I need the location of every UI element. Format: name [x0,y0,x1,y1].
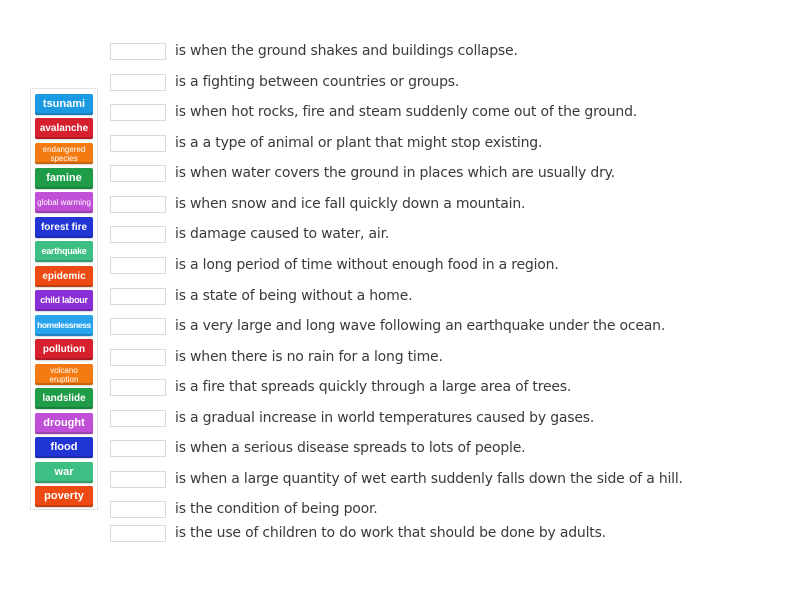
word-tile-pollution[interactable]: pollution [35,339,93,360]
sentence-text: is when hot rocks, fire and steam suddenly come out of the ground. [175,104,638,120]
answer-drop-slot[interactable] [110,379,166,396]
sentence-text: is the condition of being poor. [175,501,378,517]
sentence-row [110,163,615,183]
word-tile-avalanche[interactable]: avalanche [35,118,93,139]
answer-drop-slot[interactable] [110,135,166,152]
sentence-text: is a gradual increase in world temperatures caused by gases. [175,410,595,426]
sentence-row [110,133,542,153]
word-tile-volcano-eruption[interactable]: volcano eruption [35,364,93,385]
answer-drop-slot[interactable] [110,196,166,213]
word-tile-endangered-species[interactable]: endangered species [35,143,93,164]
word-tile-homelessness[interactable]: homelessness [35,315,93,336]
sentence-text: is a very large and long wave following an earthquake under the ocean. [175,318,666,334]
sentence-text: is when a serious disease spreads to lots of people. [175,440,526,456]
sentence-text: is when the ground shakes and buildings collapse. [175,43,518,59]
sentence-text: is when a large quantity of wet earth suddenly falls down the side of a hill. [175,471,683,487]
answer-drop-slot[interactable] [110,471,166,488]
word-tile-earthquake[interactable]: earthquake [35,241,93,262]
answer-drop-slot[interactable] [110,318,166,335]
sentence-row [110,438,525,458]
answer-drop-slot[interactable] [110,165,166,182]
answer-drop-slot[interactable] [110,257,166,274]
sentence-row [110,347,443,367]
sentence-text: is a fighting between countries or groups. [175,74,460,90]
sentence-text: is a long period of time without enough food in a region. [175,257,559,273]
answer-drop-slot[interactable] [110,349,166,366]
word-tile-forest-fire[interactable]: forest fire [35,217,93,238]
sentence-text: is damage caused to water, air. [175,226,390,242]
answer-drop-slot[interactable] [110,440,166,457]
word-tile-global-warming[interactable]: global warming [35,192,93,213]
sentence-row [110,194,525,214]
sentence-row [110,408,594,428]
sentence-text: is a state of being without a home. [175,288,413,304]
sentence-text: is a a type of animal or plant that might stop existing. [175,135,543,151]
word-tile-tsunami[interactable]: tsunami [35,94,93,115]
word-tile-war[interactable]: war [35,462,93,483]
answer-drop-slot[interactable] [110,410,166,427]
sentence-row [110,72,459,92]
answer-drop-slot[interactable] [110,226,166,243]
sentence-row [110,41,518,61]
sentence-text: is when snow and ice fall quickly down a mountain. [175,196,526,212]
word-tile-famine[interactable]: famine [35,168,93,189]
word-tile-drought[interactable]: drought [35,413,93,434]
sentence-row [110,377,571,397]
answer-drop-slot[interactable] [110,501,166,518]
sentence-row [110,224,389,244]
word-tile-poverty[interactable]: poverty [35,486,93,507]
sentence-text: is when water covers the ground in places which are usually dry. [175,165,615,181]
sentence-row [110,102,637,122]
sentence-row [110,255,559,275]
sentence-text: is when there is no rain for a long time. [175,349,443,365]
sentence-row [110,316,665,336]
sentence-row [110,499,378,519]
word-tile-flood[interactable]: flood [35,437,93,458]
word-tile-bank [30,88,98,510]
sentence-row [110,286,412,306]
word-tile-landslide[interactable]: landslide [35,388,93,409]
sentence-text: is a fire that spreads quickly through a large area of trees. [175,379,572,395]
sentence-row [110,523,606,543]
answer-drop-slot[interactable] [110,525,166,542]
answer-drop-slot[interactable] [110,104,166,121]
sentence-text: is the use of children to do work that should be done by adults. [175,525,606,541]
word-tile-epidemic[interactable]: epidemic [35,266,93,287]
sentence-row [110,469,683,489]
word-tile-child-labour[interactable]: child labour [35,290,93,311]
answer-drop-slot[interactable] [110,43,166,60]
answer-drop-slot[interactable] [110,74,166,91]
answer-drop-slot[interactable] [110,288,166,305]
